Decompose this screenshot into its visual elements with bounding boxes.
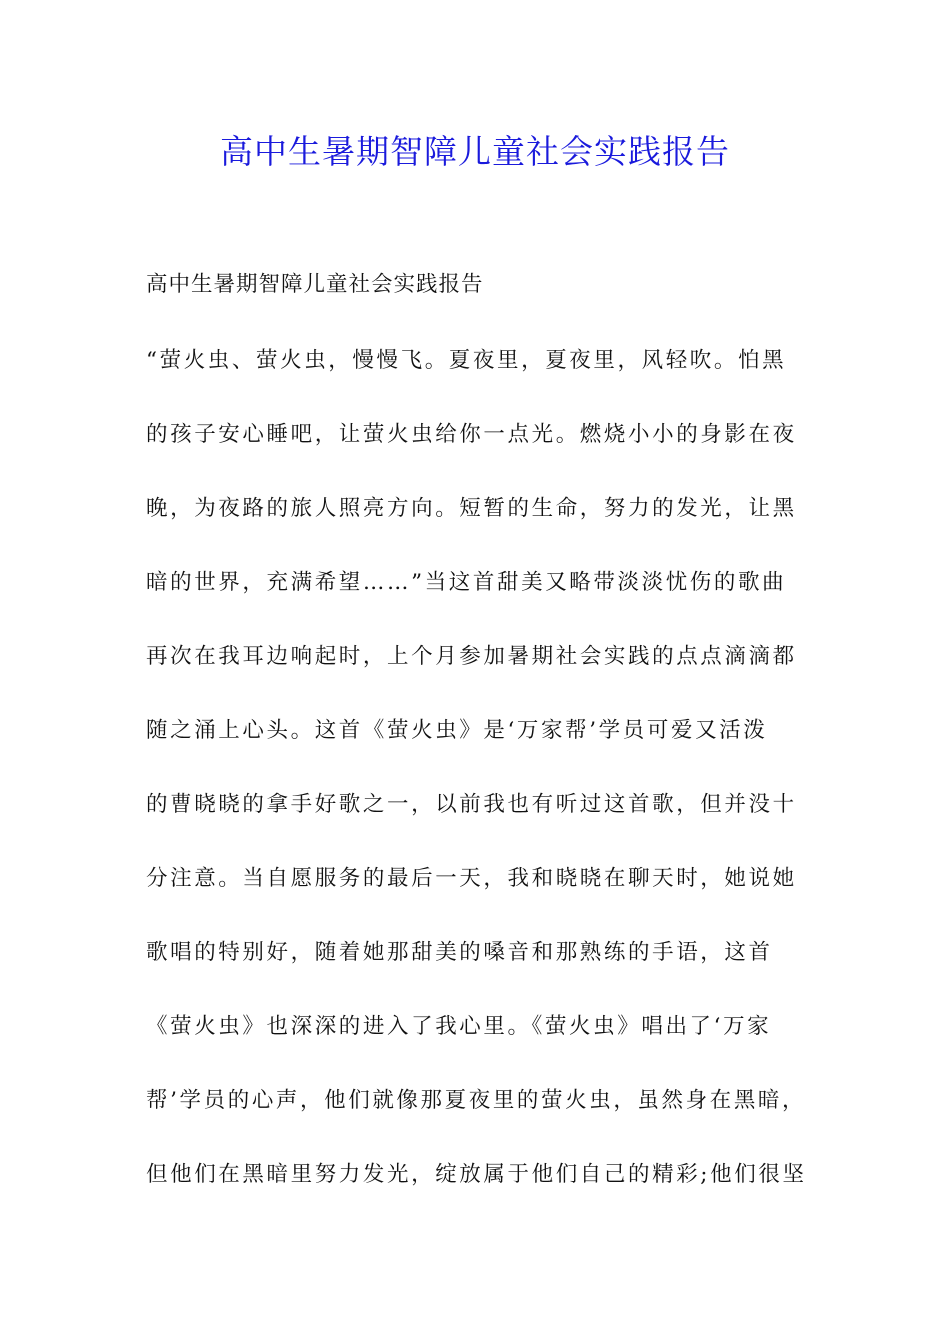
text-line: 《萤火虫》也深深的进入了我心里。《萤火虫》唱出了‘万家 [146, 1014, 772, 1039]
text-line: 但他们在黑暗里努力发光，绽放属于他们自己的精彩;他们很坚 [146, 1162, 807, 1187]
text-line: “萤火虫、萤火虫，慢慢飞。夏夜里，夏夜里，风轻吹。怕黑 [146, 348, 787, 373]
text-line: 暗的世界，充满希望……”当这首甜美又略带淡淡忧伤的歌曲 [146, 570, 787, 595]
text-line: 分注意。当自愿服务的最后一天，我和晓晓在聊天时，她说她 [146, 866, 797, 891]
text-line: 帮’学员的心声，他们就像那夏夜里的萤火虫，虽然身在黑暗， [146, 1088, 807, 1113]
document-subtitle: 高中生暑期智障儿童社会实践报告 [146, 272, 484, 297]
document-title: 高中生暑期智障儿童社会实践报告 [220, 132, 730, 171]
body-text [146, 341, 826, 1229]
text-line: 的孩子安心睡吧，让萤火虫给你一点光。燃烧小小的身影在夜 [146, 422, 797, 447]
text-line: 歌唱的特别好，随着她那甜美的嗓音和那熟练的手语，这首 [146, 940, 773, 965]
text-line: 随之涌上心头。这首《萤火虫》是‘万家帮’学员可爱又活泼 [146, 718, 768, 743]
text-line: 再次在我耳边响起时，上个月参加暑期社会实践的点点滴滴都 [146, 644, 797, 669]
text-line: 的曹晓晓的拿手好歌之一，以前我也有听过这首歌，但并没十 [146, 792, 797, 817]
text-line: 晚，为夜路的旅人照亮方向。短暂的生命，努力的发光，让黑 [146, 496, 797, 521]
